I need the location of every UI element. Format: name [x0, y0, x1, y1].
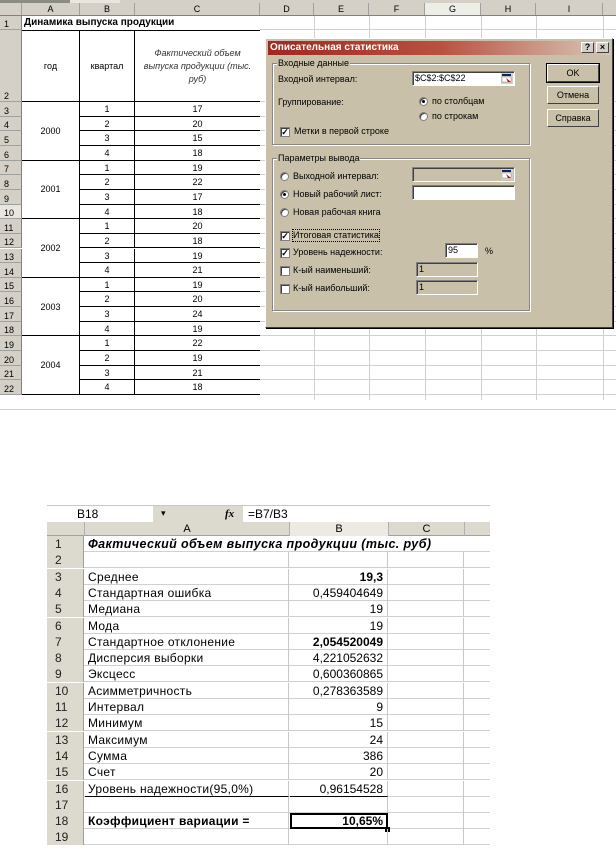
empty-cell[interactable]: [389, 585, 464, 601]
by-rows-radio[interactable]: [419, 112, 428, 121]
row-header[interactable]: 17: [0, 307, 22, 322]
formula-input[interactable]: =B7/B3: [248, 507, 288, 521]
new-sheet-radio[interactable]: [280, 190, 289, 199]
statistic-label[interactable]: Стандартное отклонение: [85, 634, 289, 650]
empty-cell[interactable]: [389, 748, 464, 764]
statistic-label[interactable]: [85, 829, 289, 845]
statistic-value[interactable]: 386: [290, 748, 388, 764]
collapse-dialog-icon[interactable]: [501, 169, 513, 180]
statistic-label[interactable]: Мода: [85, 618, 289, 634]
table-row: [47, 748, 490, 764]
volume-cell[interactable]: 22: [135, 336, 260, 351]
volume-cell[interactable]: 18: [135, 234, 260, 249]
input-group-title: Входные данные: [278, 58, 349, 68]
row-header[interactable]: 13: [0, 249, 22, 264]
quarter-cell[interactable]: 4: [80, 263, 135, 278]
empty-cell[interactable]: [389, 552, 464, 568]
empty-cell[interactable]: [389, 715, 464, 731]
active-cell[interactable]: 10,65%: [290, 813, 388, 829]
confidence-level-value: 95: [448, 245, 459, 255]
column-header-b[interactable]: B: [290, 522, 389, 536]
input-data-group: [272, 58, 530, 145]
quarter-cell[interactable]: 3: [80, 307, 135, 322]
quarter-cell[interactable]: 3: [80, 366, 135, 381]
statistic-label[interactable]: Максимум: [85, 732, 289, 748]
by-columns-label[interactable]: по столбцам: [432, 96, 485, 106]
row-header[interactable]: 6: [0, 146, 22, 161]
statistic-label[interactable]: Минимум: [85, 715, 289, 731]
kth-largest-checkbox[interactable]: [280, 284, 290, 294]
column-header-b[interactable]: B: [80, 3, 135, 15]
new-book-label[interactable]: Новая рабочая книга: [293, 207, 381, 217]
table-row: [47, 552, 490, 568]
row-header[interactable]: 7: [0, 161, 22, 176]
statistic-value[interactable]: 0,600360865: [290, 666, 388, 682]
statistic-label[interactable]: [85, 552, 289, 568]
column-header-e[interactable]: E: [314, 3, 369, 15]
quarter-cell[interactable]: 2: [80, 292, 135, 307]
table-row: [47, 569, 490, 585]
labels-first-row-label[interactable]: Метки в первой строке: [294, 126, 389, 136]
quarter-cell[interactable]: 1: [80, 161, 135, 176]
table-row: [47, 781, 490, 797]
row-header[interactable]: 18: [47, 813, 84, 829]
column-header-row: [47, 522, 490, 536]
volume-cell[interactable]: 19: [135, 161, 260, 176]
row-header[interactable]: 2: [0, 30, 22, 102]
column-header-a[interactable]: A: [22, 3, 80, 15]
statistic-label[interactable]: Медиана: [85, 601, 289, 617]
quarter-cell[interactable]: 3: [80, 190, 135, 205]
statistic-value[interactable]: 0,278363589: [290, 683, 388, 699]
table-row: [47, 536, 490, 552]
quarter-cell[interactable]: 1: [80, 102, 135, 117]
row-header[interactable]: 3: [0, 102, 22, 117]
quarter-cell[interactable]: 2: [80, 175, 135, 190]
header-quarter[interactable]: квартал: [80, 30, 135, 102]
kth-largest-label[interactable]: К-ый наибольший:: [293, 283, 370, 293]
statistic-label[interactable]: Уровень надежности(95,0%): [85, 781, 289, 797]
kth-largest-value: 1: [419, 282, 425, 292]
table-row: [47, 618, 490, 634]
labels-first-row-checkbox[interactable]: ✓: [281, 127, 289, 137]
output-range-label[interactable]: Выходной интервал:: [293, 171, 379, 181]
volume-cell[interactable]: 21: [135, 366, 260, 381]
table-row: [47, 634, 490, 650]
empty-cell[interactable]: [389, 666, 464, 682]
name-box[interactable]: B18: [77, 507, 99, 521]
empty-cell[interactable]: [389, 797, 464, 813]
sheet-title[interactable]: Фактический объем выпуска продукции (тыс. руб): [88, 537, 432, 551]
percent-sign: %: [485, 246, 494, 256]
statistic-value[interactable]: 19: [290, 601, 388, 617]
confidence-level-label[interactable]: Уровень надежности:: [293, 247, 383, 257]
input-range-label: Входной интервал:: [278, 74, 358, 84]
empty-cell[interactable]: [389, 601, 464, 617]
empty-cell[interactable]: [389, 813, 464, 829]
row-header[interactable]: 15: [47, 764, 84, 780]
row-header[interactable]: 16: [47, 781, 84, 797]
quarter-cell[interactable]: 1: [80, 219, 135, 234]
column-header-c[interactable]: C: [389, 522, 465, 536]
row-header[interactable]: 19: [0, 336, 22, 351]
row-header[interactable]: 11: [47, 699, 84, 715]
statistic-value[interactable]: [290, 552, 388, 568]
quarter-cell[interactable]: 2: [80, 117, 135, 132]
kth-smallest-checkbox[interactable]: [280, 266, 290, 276]
summary-statistics-checkbox[interactable]: ✓: [281, 231, 289, 241]
quarter-cell[interactable]: 2: [80, 351, 135, 366]
year-cell[interactable]: 2004: [22, 336, 80, 395]
empty-cell[interactable]: [389, 829, 464, 845]
empty-cell[interactable]: [389, 569, 464, 585]
statistic-label[interactable]: Асимметричность: [85, 683, 289, 699]
bottom-spreadsheet: [47, 505, 490, 857]
row-header[interactable]: 11: [0, 219, 22, 234]
volume-cell[interactable]: 18: [135, 380, 260, 395]
quarter-cell[interactable]: 4: [80, 205, 135, 220]
volume-cell[interactable]: 20: [135, 292, 260, 307]
input-range-value: $C$2:$C$22: [415, 73, 466, 83]
dialog-title: Описательная статистика: [270, 42, 399, 53]
statistic-value[interactable]: 15: [290, 715, 388, 731]
statistic-value[interactable]: 4,221052632: [290, 650, 388, 666]
row-header[interactable]: 16: [0, 292, 22, 307]
row-header[interactable]: 6: [47, 618, 84, 634]
volume-cell[interactable]: 17: [135, 190, 260, 205]
statistic-label[interactable]: Коэффициент вариации =: [85, 813, 289, 829]
volume-cell[interactable]: 20: [135, 219, 260, 234]
statistic-value[interactable]: 20: [290, 764, 388, 780]
row-header[interactable]: 13: [47, 732, 84, 748]
year-cell[interactable]: 2001: [22, 161, 80, 220]
row-header[interactable]: 1: [47, 536, 84, 552]
volume-cell[interactable]: 17: [135, 102, 260, 117]
statistic-value[interactable]: 24: [290, 732, 388, 748]
row-header[interactable]: 5: [0, 131, 22, 146]
output-options-group: [272, 153, 530, 311]
row-header[interactable]: 12: [0, 234, 22, 249]
by-columns-radio[interactable]: [419, 97, 428, 106]
table-row: [47, 666, 490, 682]
row-header[interactable]: 5: [47, 601, 84, 617]
column-header-d[interactable]: D: [260, 3, 314, 15]
table-row: [47, 732, 490, 748]
row-header[interactable]: 4: [0, 117, 22, 132]
quarter-cell[interactable]: 2: [80, 234, 135, 249]
close-icon[interactable]: ×: [596, 42, 609, 53]
new-book-radio[interactable]: [280, 208, 289, 217]
quarter-cell[interactable]: 4: [80, 146, 135, 161]
statistic-value[interactable]: [290, 797, 388, 813]
column-header-row: [0, 3, 616, 16]
quarter-cell[interactable]: 3: [80, 249, 135, 264]
year-cell[interactable]: 2003: [22, 278, 80, 337]
row-header[interactable]: 18: [0, 322, 22, 337]
statistic-value[interactable]: 9: [290, 699, 388, 715]
volume-cell[interactable]: 19: [135, 278, 260, 293]
statistic-label[interactable]: [85, 797, 289, 813]
row-header[interactable]: 4: [47, 585, 84, 601]
volume-cell[interactable]: 18: [135, 146, 260, 161]
row-header[interactable]: 8: [0, 175, 22, 190]
column-header-c[interactable]: C: [135, 3, 260, 15]
volume-cell[interactable]: 24: [135, 307, 260, 322]
descriptive-statistics-dialog: [265, 38, 613, 328]
new-sheet-name-field[interactable]: [412, 185, 515, 200]
statistic-label[interactable]: Счет: [85, 764, 289, 780]
column-header-h[interactable]: H: [481, 3, 536, 15]
volume-cell[interactable]: 22: [135, 175, 260, 190]
row-header[interactable]: 17: [47, 797, 84, 813]
empty-cell[interactable]: [389, 781, 464, 797]
row-header[interactable]: 14: [0, 263, 22, 278]
table-row: [47, 699, 490, 715]
statistic-value[interactable]: 0,459404649: [290, 585, 388, 601]
row-header[interactable]: 9: [0, 190, 22, 205]
new-sheet-label[interactable]: Новый рабочий лист:: [293, 189, 382, 199]
row-header[interactable]: 19: [47, 829, 84, 845]
statistic-label[interactable]: Стандартная ошибка: [85, 585, 289, 601]
cancel-button[interactable]: Отмена: [547, 86, 599, 104]
volume-cell[interactable]: 21: [135, 263, 260, 278]
formula-bar: [47, 505, 490, 522]
table-row: [47, 683, 490, 699]
row-header[interactable]: 10: [47, 683, 84, 699]
collapse-dialog-icon[interactable]: [501, 73, 513, 84]
empty-cell[interactable]: [389, 732, 464, 748]
output-range-radio[interactable]: [280, 172, 289, 181]
select-all-corner[interactable]: [0, 3, 22, 15]
output-range-field[interactable]: [412, 167, 515, 182]
volume-cell[interactable]: 15: [135, 131, 260, 146]
column-header-i[interactable]: I: [536, 3, 603, 15]
statistic-label[interactable]: Сумма: [85, 748, 289, 764]
empty-cell[interactable]: [389, 699, 464, 715]
statistic-value[interactable]: 19,3: [290, 569, 388, 585]
kth-smallest-field[interactable]: [416, 262, 478, 277]
table-row: [47, 829, 490, 845]
row-header[interactable]: 9: [47, 666, 84, 682]
row-header[interactable]: 15: [0, 278, 22, 293]
quarter-cell[interactable]: 4: [80, 322, 135, 337]
row-header[interactable]: 3: [47, 569, 84, 585]
help-icon[interactable]: ?: [581, 42, 594, 53]
row-header[interactable]: 8: [47, 650, 84, 666]
quarter-cell[interactable]: 3: [80, 131, 135, 146]
header-volume[interactable]: Фактический объем выпуска продукции (тыс. руб): [135, 30, 260, 102]
empty-cell[interactable]: [389, 634, 464, 650]
output-group-title: Параметры вывода: [278, 153, 360, 163]
volume-cell[interactable]: 19: [135, 249, 260, 264]
statistic-value[interactable]: 2,054520049: [290, 634, 388, 650]
row-header[interactable]: 20: [0, 351, 22, 366]
table-row: [47, 764, 490, 780]
year-cell[interactable]: 2000: [22, 102, 80, 161]
summary-statistics-label[interactable]: Итоговая статистика: [293, 230, 379, 240]
table-row: [47, 715, 490, 731]
row-header[interactable]: 7: [47, 634, 84, 650]
table-row: [47, 601, 490, 617]
row-header[interactable]: 14: [47, 748, 84, 764]
statistic-value[interactable]: 0,96154528: [290, 781, 388, 797]
help-button[interactable]: Справка: [547, 109, 599, 127]
quarter-cell[interactable]: 4: [80, 380, 135, 395]
empty-cell[interactable]: [389, 618, 464, 634]
kth-largest-field[interactable]: [416, 280, 478, 295]
kth-smallest-value: 1: [419, 264, 425, 274]
statistic-value[interactable]: [290, 829, 388, 845]
select-all-corner[interactable]: [47, 522, 85, 536]
name-box-dropdown-icon[interactable]: ▾: [161, 508, 166, 518]
column-header-g[interactable]: G: [425, 3, 481, 15]
table-row: [47, 813, 490, 829]
insert-function-icon[interactable]: fx: [225, 508, 235, 520]
header-year[interactable]: год: [22, 30, 80, 102]
statistic-label[interactable]: Дисперсия выборки: [85, 650, 289, 666]
volume-cell[interactable]: 20: [135, 117, 260, 132]
empty-cell[interactable]: [389, 764, 464, 780]
quarter-cell[interactable]: 1: [80, 278, 135, 293]
empty-cell[interactable]: [389, 650, 464, 666]
column-header-f[interactable]: F: [369, 3, 425, 15]
row-header[interactable]: 2: [47, 552, 84, 568]
volume-cell[interactable]: 18: [135, 205, 260, 220]
statistic-label[interactable]: Эксцесс: [85, 666, 289, 682]
statistic-label[interactable]: Среднее: [85, 569, 289, 585]
formula-bar-controls: [153, 506, 243, 522]
statistic-label[interactable]: Интервал: [85, 699, 289, 715]
row-header[interactable]: 22: [0, 380, 22, 395]
volume-cell[interactable]: 19: [135, 322, 260, 337]
row-header[interactable]: 10: [0, 205, 22, 220]
empty-cell[interactable]: [389, 683, 464, 699]
table-row: [47, 650, 490, 666]
year-cell[interactable]: 2002: [22, 219, 80, 278]
confidence-level-field[interactable]: [445, 243, 478, 258]
column-header-a[interactable]: A: [85, 522, 290, 536]
ok-button[interactable]: OK: [547, 64, 599, 82]
confidence-level-checkbox[interactable]: ✓: [281, 248, 289, 258]
dialog-titlebar[interactable]: [268, 41, 610, 55]
table-row: [47, 797, 490, 813]
sheet-title[interactable]: Динамика выпуска продукции: [24, 17, 175, 28]
gridline: [0, 409, 616, 410]
grouping-label: Группирование:: [278, 97, 344, 107]
table-row: [47, 585, 490, 601]
by-rows-label[interactable]: по строкам: [432, 111, 479, 121]
row-header[interactable]: 12: [47, 715, 84, 731]
row-header[interactable]: 1: [0, 16, 22, 30]
kth-smallest-label[interactable]: К-ый наименьший:: [293, 265, 371, 275]
statistic-value[interactable]: 19: [290, 618, 388, 634]
quarter-cell[interactable]: 1: [80, 336, 135, 351]
row-header[interactable]: 21: [0, 366, 22, 381]
volume-cell[interactable]: 19: [135, 351, 260, 366]
input-range-field[interactable]: [412, 71, 515, 86]
